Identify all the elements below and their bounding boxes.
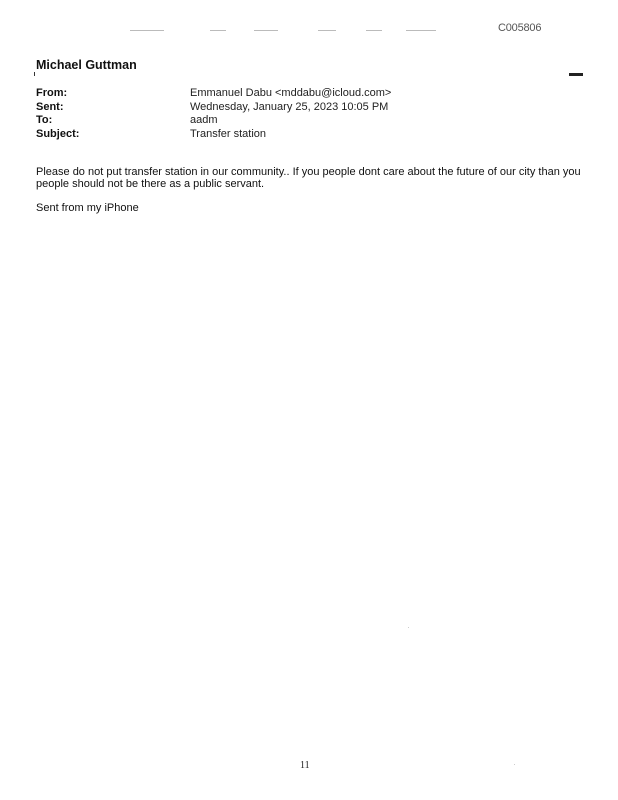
scan-speck [408,627,409,628]
scan-mark [34,72,35,76]
scan-speck [514,764,515,765]
from-value: Emmanuel Dabu <mddabu@icloud.com> [190,87,392,99]
mailbox-owner-name: Michael Guttman [36,58,137,72]
header-scan-artifacts [130,29,440,33]
header-rule-mark [569,73,583,76]
bates-number: C005806 [498,22,542,34]
sent-label: Sent: [36,100,64,113]
page-number: 11 [300,760,310,771]
to-label: To: [36,114,53,126]
subject-value: Transfer station [190,127,267,140]
to-value: aadm [190,114,218,126]
email-signature: Sent from my iPhone [36,202,139,214]
email-body-paragraph: Please do not put transfer station in our community.. If you people dont care about the future of our city than you people should not be there as a public servant. [36,166,581,190]
from-label: From: [36,87,68,99]
subject-row [36,128,391,142]
from-row [36,87,391,101]
email-body [36,167,586,200]
subject-label: Subject: [36,127,80,140]
email-header-table [36,87,391,141]
sent-row [36,101,391,115]
to-row [36,114,391,128]
sent-value: Wednesday, January 25, 2023 10:05 PM [190,100,389,113]
